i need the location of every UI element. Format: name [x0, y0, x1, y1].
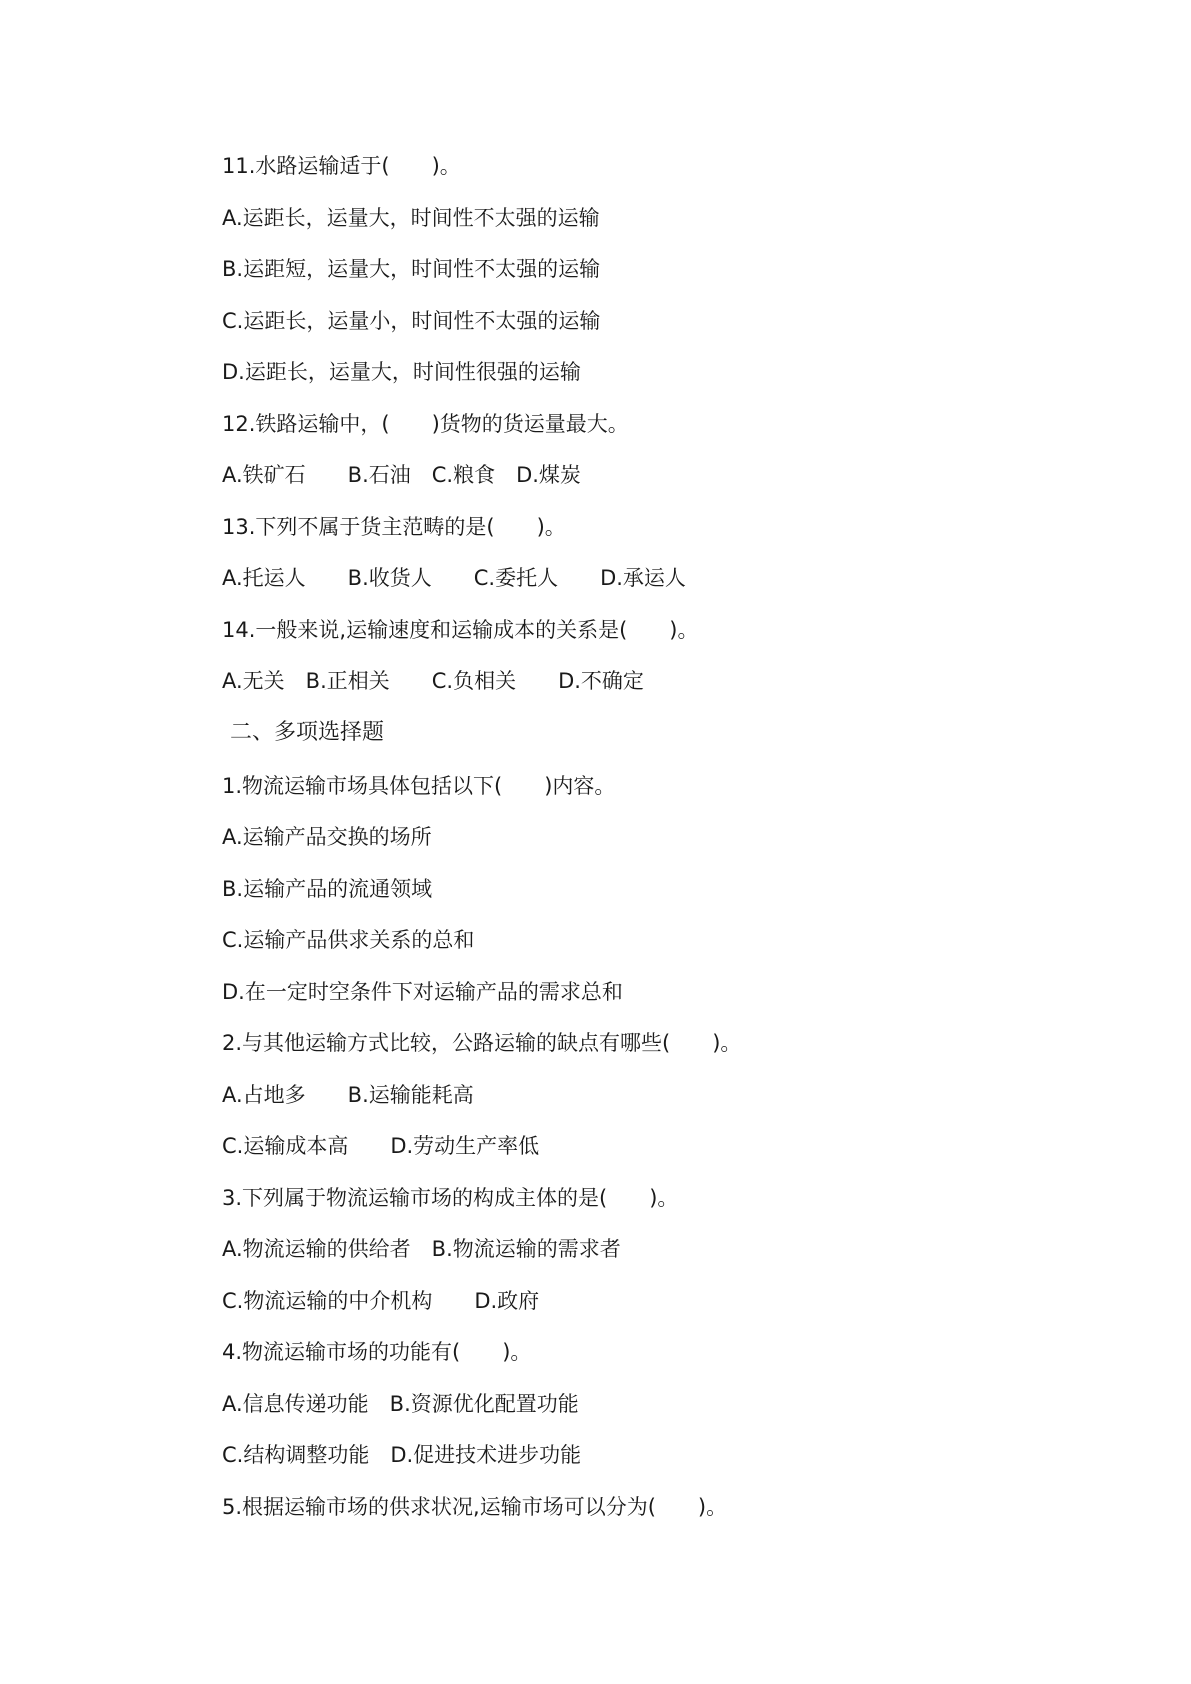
- mc-question-5: 5.根据运输市场的供求状况,运输市场可以分为( )。: [222, 1494, 728, 1519]
- question-list: [222, 148, 1122, 1540]
- mc-question-4-options-ab: A.信息传递功能 B.资源优化配置功能: [222, 1391, 579, 1416]
- mc-question-1-option-b: B.运输产品的流通领域: [222, 876, 433, 901]
- mc-question-4: 4.物流运输市场的功能有( )。: [222, 1340, 532, 1364]
- mc-question-3-options-ab: A.物流运输的供给者 B.物流运输的需求者: [222, 1237, 621, 1261]
- mc-question-1-option-c: C.运输产品供求关系的总和: [222, 928, 475, 952]
- mc-question-2: 2.与其他运输方式比较，公路运输的缺点有哪些( )。: [222, 1031, 742, 1055]
- question-11: 11.水路运输适于( )。: [222, 154, 461, 178]
- question-14-options: A.无关 B.正相关 C.负相关 D.不确定: [222, 669, 644, 693]
- mc-question-2-options-cd: C.运输成本高 D.劳动生产率低: [222, 1134, 540, 1158]
- section-heading-multiple-choice: 二、多项选择题: [230, 719, 385, 745]
- mc-question-2-options-ab: A.占地多 B.运输能耗高: [222, 1082, 474, 1107]
- question-11-option-a: A.运距长，运量大，时间性不太强的运输: [222, 205, 600, 230]
- question-13: 13.下列不属于货主范畴的是( )。: [222, 514, 566, 539]
- mc-question-1-option-a: A.运输产品交换的场所: [222, 825, 432, 849]
- question-13-options: A.托运人 B.收货人 C.委托人 D.承运人: [222, 566, 686, 590]
- mc-question-3-options-cd: C.物流运输的中介机构 D.政府: [222, 1288, 540, 1313]
- question-11-option-d: D.运距长，运量大，时间性很强的运输: [222, 360, 581, 384]
- mc-question-1-option-d: D.在一定时空条件下对运输产品的需求总和: [222, 979, 623, 1004]
- question-12: 12.铁路运输中，( )货物的货运量最大。: [222, 411, 629, 436]
- question-14: 14.一般来说,运输速度和运输成本的关系是( )。: [222, 617, 699, 642]
- question-12-options: A.铁矿石 B.石油 C.粮食 D.煤炭: [222, 463, 581, 487]
- question-11-option-c: C.运距长，运量小，时间性不太强的运输: [222, 308, 601, 333]
- question-11-option-b: B.运距短，运量大，时间性不太强的运输: [222, 257, 601, 281]
- mc-question-1: 1.物流运输市场具体包括以下( )内容。: [222, 773, 616, 798]
- mc-question-4-options-cd: C.结构调整功能 D.促进技术进步功能: [222, 1443, 582, 1467]
- mc-question-3: 3.下列属于物流运输市场的构成主体的是( )。: [222, 1185, 679, 1210]
